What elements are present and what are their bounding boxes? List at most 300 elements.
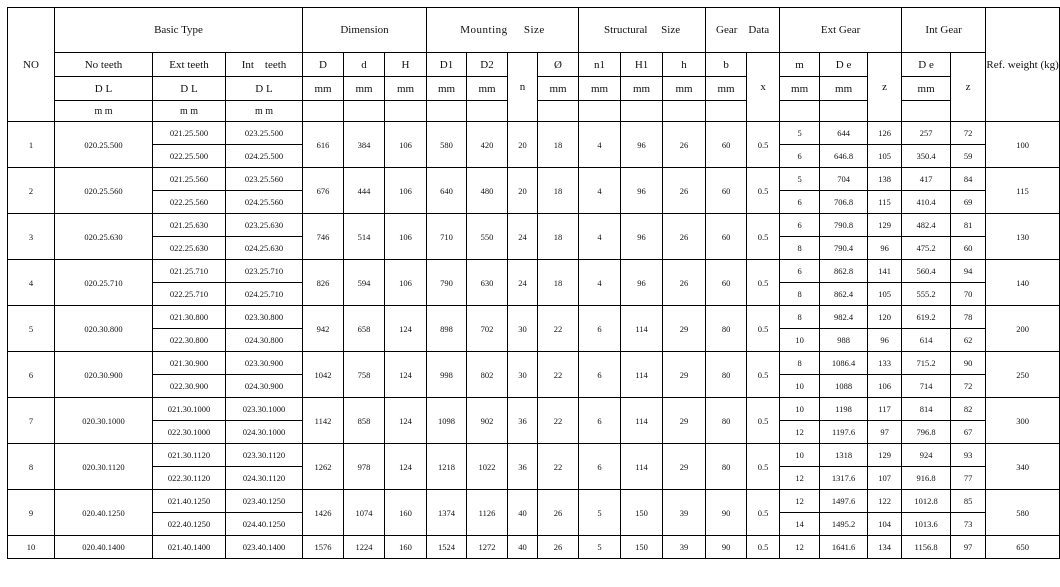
unit-ext-De: mm — [820, 77, 868, 101]
cell-d2: 802 — [467, 352, 508, 398]
cell-n: 24 — [508, 260, 538, 306]
cell-d: 594 — [344, 260, 385, 306]
unit-h: mm — [663, 77, 706, 101]
cell-int-de: 796.8 — [902, 421, 951, 444]
cell-int-z: 69 — [951, 191, 986, 214]
unit-D: mm — [303, 77, 344, 101]
table-header — [8, 8, 1060, 122]
cell-dia: 18 — [538, 214, 579, 260]
cell-d: 384 — [344, 122, 385, 168]
cell-int-de: 924 — [902, 444, 951, 467]
cell-d: 1262 — [303, 444, 344, 490]
table-row — [8, 306, 1060, 329]
cell-no-teeth: 020.40.1250 — [55, 490, 153, 536]
header-D2: D2 — [467, 53, 508, 77]
cell-b: 80 — [706, 306, 747, 352]
cell-x: 0.5 — [747, 306, 780, 352]
cell-ext-z: 133 — [868, 352, 902, 375]
header-ext-teeth: Ext teeth — [153, 53, 226, 77]
cell-h1: 114 — [621, 398, 663, 444]
cell-b: 90 — [706, 536, 747, 559]
table-row — [8, 214, 1060, 237]
cell-ext-z: 97 — [868, 421, 902, 444]
cell-ext-de: 1318 — [820, 444, 868, 467]
cell-h: 124 — [385, 398, 427, 444]
cell-weight: 115 — [986, 168, 1060, 214]
cell-m: 10 — [780, 444, 820, 467]
cell-ext-teeth: 022.30.1120 — [153, 467, 226, 490]
table-row — [8, 122, 1060, 145]
cell-x: 0.5 — [747, 444, 780, 490]
cell-ext-teeth: 021.30.800 — [153, 306, 226, 329]
cell-ext-z: 105 — [868, 283, 902, 306]
cell-int-z: 82 — [951, 398, 986, 421]
header-ref-weight: Ref. weight (kg) — [986, 8, 1060, 122]
cell-h: 26 — [663, 260, 706, 306]
cell-n1: 4 — [579, 260, 621, 306]
cell-int-z: 84 — [951, 168, 986, 191]
cell-int-z: 62 — [951, 329, 986, 352]
cell-m: 8 — [780, 283, 820, 306]
cell-weight: 100 — [986, 122, 1060, 168]
cell-x: 0.5 — [747, 122, 780, 168]
cell-m: 6 — [780, 145, 820, 168]
cell-h1: 150 — [621, 490, 663, 536]
cell-int-teeth: 023.25.560 — [226, 168, 303, 191]
cell-d: 514 — [344, 214, 385, 260]
cell-no: 1 — [8, 122, 55, 168]
cell-n1: 6 — [579, 352, 621, 398]
cell-int-z: 59 — [951, 145, 986, 168]
cell-d1: 1218 — [427, 444, 467, 490]
cell-x: 0.5 — [747, 168, 780, 214]
cell-h: 106 — [385, 122, 427, 168]
cell-int-de: 814 — [902, 398, 951, 421]
cell-int-teeth: 024.25.630 — [226, 237, 303, 260]
cell-ext-de: 704 — [820, 168, 868, 191]
cell-int-de: 714 — [902, 375, 951, 398]
cell-ext-teeth: 021.30.1000 — [153, 398, 226, 421]
cell-ext-de: 988 — [820, 329, 868, 352]
cell-dia: 18 — [538, 168, 579, 214]
cell-h: 124 — [385, 444, 427, 490]
header-basic-type: Basic Type — [55, 8, 303, 53]
cell-no-teeth: 020.25.630 — [55, 214, 153, 260]
header-x: x — [747, 53, 780, 122]
cell-d1: 998 — [427, 352, 467, 398]
header-D1: D1 — [427, 53, 467, 77]
cell-int-de: 1156.8 — [902, 536, 951, 559]
header-n1: n1 — [579, 53, 621, 77]
cell-d1: 1524 — [427, 536, 467, 559]
cell-n: 30 — [508, 352, 538, 398]
cell-int-teeth: 024.25.710 — [226, 283, 303, 306]
cell-ext-teeth: 022.30.1000 — [153, 421, 226, 444]
cell-no: 10 — [8, 536, 55, 559]
cell-no-teeth: 020.25.560 — [55, 168, 153, 214]
cell-ext-teeth: 021.25.710 — [153, 260, 226, 283]
cell-h: 124 — [385, 352, 427, 398]
cell-d2: 480 — [467, 168, 508, 214]
cell-ext-de: 1497.6 — [820, 490, 868, 513]
cell-n: 40 — [508, 536, 538, 559]
cell-h1: 150 — [621, 536, 663, 559]
cell-ext-de: 982.4 — [820, 306, 868, 329]
cell-int-z: 78 — [951, 306, 986, 329]
cell-h: 29 — [663, 398, 706, 444]
unit-D2: mm — [467, 77, 508, 101]
cell-int-teeth: 023.30.1120 — [226, 444, 303, 467]
header-gear-data: Gear Data — [706, 8, 780, 53]
cell-int-teeth: 023.25.500 — [226, 122, 303, 145]
cell-ext-z: 126 — [868, 122, 902, 145]
cell-int-teeth: 024.25.500 — [226, 145, 303, 168]
unit-b: mm — [706, 77, 747, 101]
unit-int-De: mm — [902, 77, 951, 101]
cell-ext-z: 115 — [868, 191, 902, 214]
cell-h1: 96 — [621, 122, 663, 168]
cell-d1: 640 — [427, 168, 467, 214]
cell-ext-z: 138 — [868, 168, 902, 191]
header-dl-no-teeth: D L — [55, 77, 153, 101]
cell-int-teeth: 023.40.1400 — [226, 536, 303, 559]
table-row — [8, 260, 1060, 283]
cell-h1: 96 — [621, 214, 663, 260]
cell-ext-de: 1641.6 — [820, 536, 868, 559]
cell-no: 8 — [8, 444, 55, 490]
cell-weight: 300 — [986, 398, 1060, 444]
cell-int-de: 410.4 — [902, 191, 951, 214]
unit-int-teeth: m m — [226, 101, 303, 122]
cell-ext-teeth: 022.25.710 — [153, 283, 226, 306]
cell-m: 6 — [780, 191, 820, 214]
cell-x: 0.5 — [747, 214, 780, 260]
cell-ext-z: 106 — [868, 375, 902, 398]
cell-h: 106 — [385, 214, 427, 260]
cell-h1: 114 — [621, 352, 663, 398]
cell-ext-de: 790.8 — [820, 214, 868, 237]
cell-int-z: 81 — [951, 214, 986, 237]
table-row — [8, 398, 1060, 421]
table-row — [8, 490, 1060, 513]
cell-dia: 22 — [538, 444, 579, 490]
cell-h1: 114 — [621, 444, 663, 490]
cell-int-z: 77 — [951, 467, 986, 490]
cell-int-teeth: 024.30.800 — [226, 329, 303, 352]
cell-h: 160 — [385, 536, 427, 559]
cell-n1: 5 — [579, 536, 621, 559]
cell-n: 24 — [508, 214, 538, 260]
cell-int-de: 257 — [902, 122, 951, 145]
cell-d1: 898 — [427, 306, 467, 352]
cell-dia: 18 — [538, 260, 579, 306]
cell-ext-z: 107 — [868, 467, 902, 490]
header-d: d — [344, 53, 385, 77]
cell-n: 20 — [508, 168, 538, 214]
cell-dia: 22 — [538, 306, 579, 352]
cell-ext-de: 644 — [820, 122, 868, 145]
cell-d: 1426 — [303, 490, 344, 536]
header-ext-De: D e — [820, 53, 868, 77]
table-body — [8, 122, 1060, 559]
header-mounting-size: Mounting Size — [427, 8, 579, 53]
cell-int-z: 94 — [951, 260, 986, 283]
cell-d: 746 — [303, 214, 344, 260]
cell-weight: 650 — [986, 536, 1060, 559]
cell-d: 1576 — [303, 536, 344, 559]
cell-int-z: 93 — [951, 444, 986, 467]
cell-d2: 902 — [467, 398, 508, 444]
header-dl-ext-teeth: D L — [153, 77, 226, 101]
cell-x: 0.5 — [747, 398, 780, 444]
cell-ext-teeth: 021.25.630 — [153, 214, 226, 237]
cell-no: 6 — [8, 352, 55, 398]
cell-b: 80 — [706, 444, 747, 490]
cell-d: 1142 — [303, 398, 344, 444]
cell-dia: 26 — [538, 536, 579, 559]
cell-int-de: 475.2 — [902, 237, 951, 260]
cell-d1: 710 — [427, 214, 467, 260]
header-dia: Ø — [538, 53, 579, 77]
cell-x: 0.5 — [747, 490, 780, 536]
cell-int-teeth: 024.40.1250 — [226, 513, 303, 536]
cell-d: 978 — [344, 444, 385, 490]
unit-H1: mm — [621, 77, 663, 101]
cell-m: 6 — [780, 214, 820, 237]
cell-ext-de: 790.4 — [820, 237, 868, 260]
unit-dia: mm — [538, 77, 579, 101]
cell-ext-de: 646.8 — [820, 145, 868, 168]
cell-ext-teeth: 021.30.1120 — [153, 444, 226, 467]
cell-no: 4 — [8, 260, 55, 306]
cell-ext-de: 1086.4 — [820, 352, 868, 375]
cell-h: 124 — [385, 306, 427, 352]
cell-h: 160 — [385, 490, 427, 536]
cell-m: 12 — [780, 536, 820, 559]
cell-no-teeth: 020.30.900 — [55, 352, 153, 398]
cell-dia: 22 — [538, 398, 579, 444]
cell-m: 8 — [780, 306, 820, 329]
cell-ext-de: 1197.6 — [820, 421, 868, 444]
cell-ext-de: 1495.2 — [820, 513, 868, 536]
cell-n1: 4 — [579, 122, 621, 168]
cell-b: 90 — [706, 490, 747, 536]
cell-int-de: 619.2 — [902, 306, 951, 329]
cell-d: 444 — [344, 168, 385, 214]
cell-int-de: 1012.8 — [902, 490, 951, 513]
cell-d1: 580 — [427, 122, 467, 168]
cell-int-z: 72 — [951, 375, 986, 398]
cell-h: 39 — [663, 490, 706, 536]
cell-int-z: 85 — [951, 490, 986, 513]
spec-table-container — [7, 7, 1059, 559]
cell-ext-z: 141 — [868, 260, 902, 283]
cell-d: 826 — [303, 260, 344, 306]
cell-d: 1074 — [344, 490, 385, 536]
table-row — [8, 352, 1060, 375]
cell-int-teeth: 023.40.1250 — [226, 490, 303, 513]
cell-d2: 630 — [467, 260, 508, 306]
table-row — [8, 536, 1060, 559]
cell-int-z: 60 — [951, 237, 986, 260]
header-D: D — [303, 53, 344, 77]
cell-ext-z: 96 — [868, 237, 902, 260]
unit-d: mm — [344, 77, 385, 101]
cell-weight: 580 — [986, 490, 1060, 536]
cell-d2: 1022 — [467, 444, 508, 490]
cell-int-teeth: 023.30.900 — [226, 352, 303, 375]
cell-n: 36 — [508, 398, 538, 444]
cell-no-teeth: 020.30.800 — [55, 306, 153, 352]
cell-int-teeth: 023.25.630 — [226, 214, 303, 237]
cell-m: 10 — [780, 375, 820, 398]
header-structural-size: Structural Size — [579, 8, 706, 53]
cell-h: 26 — [663, 214, 706, 260]
header-int-De: D e — [902, 53, 951, 77]
cell-ext-z: 122 — [868, 490, 902, 513]
cell-no-teeth: 020.40.1400 — [55, 536, 153, 559]
unit-m: mm — [780, 77, 820, 101]
cell-ext-de: 862.8 — [820, 260, 868, 283]
cell-int-z: 67 — [951, 421, 986, 444]
cell-m: 8 — [780, 352, 820, 375]
cell-m: 12 — [780, 467, 820, 490]
cell-n: 20 — [508, 122, 538, 168]
cell-d: 1224 — [344, 536, 385, 559]
cell-int-de: 350.4 — [902, 145, 951, 168]
cell-ext-z: 129 — [868, 214, 902, 237]
header-H: H — [385, 53, 427, 77]
cell-ext-de: 706.8 — [820, 191, 868, 214]
cell-int-de: 614 — [902, 329, 951, 352]
cell-m: 10 — [780, 398, 820, 421]
cell-m: 5 — [780, 122, 820, 145]
cell-int-z: 90 — [951, 352, 986, 375]
cell-d2: 550 — [467, 214, 508, 260]
header-ext-gear: Ext Gear — [780, 8, 902, 53]
cell-h: 26 — [663, 122, 706, 168]
cell-d2: 1126 — [467, 490, 508, 536]
unit-no-teeth: m m — [55, 101, 153, 122]
cell-d2: 420 — [467, 122, 508, 168]
header-m: m — [780, 53, 820, 77]
cell-int-de: 916.8 — [902, 467, 951, 490]
cell-d1: 1374 — [427, 490, 467, 536]
header-dl-int-teeth: D L — [226, 77, 303, 101]
cell-b: 60 — [706, 168, 747, 214]
cell-m: 12 — [780, 490, 820, 513]
cell-int-teeth: 023.25.710 — [226, 260, 303, 283]
cell-m: 12 — [780, 421, 820, 444]
cell-ext-z: 120 — [868, 306, 902, 329]
cell-h: 26 — [663, 168, 706, 214]
cell-m: 5 — [780, 168, 820, 191]
cell-d: 676 — [303, 168, 344, 214]
cell-weight: 250 — [986, 352, 1060, 398]
cell-ext-z: 105 — [868, 145, 902, 168]
cell-ext-z: 117 — [868, 398, 902, 421]
table-row — [8, 168, 1060, 191]
cell-n1: 6 — [579, 306, 621, 352]
header-ext-z: z — [868, 53, 902, 122]
header-H1: H1 — [621, 53, 663, 77]
cell-n: 30 — [508, 306, 538, 352]
cell-d: 942 — [303, 306, 344, 352]
cell-ext-de: 1088 — [820, 375, 868, 398]
cell-int-de: 1013.6 — [902, 513, 951, 536]
cell-m: 8 — [780, 237, 820, 260]
cell-d1: 790 — [427, 260, 467, 306]
cell-weight: 200 — [986, 306, 1060, 352]
cell-dia: 18 — [538, 122, 579, 168]
cell-d: 616 — [303, 122, 344, 168]
unit-ext-teeth: m m — [153, 101, 226, 122]
cell-int-z: 70 — [951, 283, 986, 306]
cell-dia: 26 — [538, 490, 579, 536]
unit-D1: mm — [427, 77, 467, 101]
cell-dia: 22 — [538, 352, 579, 398]
cell-no-teeth: 020.30.1000 — [55, 398, 153, 444]
cell-b: 80 — [706, 352, 747, 398]
cell-int-teeth: 023.30.1000 — [226, 398, 303, 421]
cell-h: 39 — [663, 536, 706, 559]
cell-int-z: 97 — [951, 536, 986, 559]
header-no: NO — [8, 8, 55, 122]
cell-ext-teeth: 022.30.800 — [153, 329, 226, 352]
cell-weight: 340 — [986, 444, 1060, 490]
cell-x: 0.5 — [747, 536, 780, 559]
cell-d: 658 — [344, 306, 385, 352]
cell-n1: 5 — [579, 490, 621, 536]
cell-n1: 6 — [579, 398, 621, 444]
cell-no-teeth: 020.30.1120 — [55, 444, 153, 490]
cell-n1: 6 — [579, 444, 621, 490]
header-dimension: Dimension — [303, 8, 427, 53]
cell-h1: 96 — [621, 260, 663, 306]
cell-int-de: 417 — [902, 168, 951, 191]
cell-ext-z: 104 — [868, 513, 902, 536]
cell-n1: 4 — [579, 168, 621, 214]
header-b: b — [706, 53, 747, 77]
cell-d2: 702 — [467, 306, 508, 352]
cell-ext-teeth: 022.40.1250 — [153, 513, 226, 536]
cell-ext-teeth: 021.25.500 — [153, 122, 226, 145]
cell-ext-teeth: 021.30.900 — [153, 352, 226, 375]
cell-m: 6 — [780, 260, 820, 283]
cell-int-teeth: 024.25.560 — [226, 191, 303, 214]
cell-d: 1042 — [303, 352, 344, 398]
cell-h1: 96 — [621, 168, 663, 214]
cell-int-z: 73 — [951, 513, 986, 536]
cell-ext-de: 862.4 — [820, 283, 868, 306]
cell-int-z: 72 — [951, 122, 986, 145]
cell-d1: 1098 — [427, 398, 467, 444]
cell-int-teeth: 024.30.1000 — [226, 421, 303, 444]
cell-ext-teeth: 021.25.560 — [153, 168, 226, 191]
cell-int-teeth: 024.30.1120 — [226, 467, 303, 490]
unit-n1: mm — [579, 77, 621, 101]
header-n: n — [508, 53, 538, 122]
cell-m: 14 — [780, 513, 820, 536]
cell-no-teeth: 020.25.710 — [55, 260, 153, 306]
unit-H: mm — [385, 77, 427, 101]
cell-x: 0.5 — [747, 260, 780, 306]
cell-no: 9 — [8, 490, 55, 536]
cell-b: 60 — [706, 214, 747, 260]
cell-h: 29 — [663, 352, 706, 398]
cell-weight: 140 — [986, 260, 1060, 306]
cell-no: 5 — [8, 306, 55, 352]
